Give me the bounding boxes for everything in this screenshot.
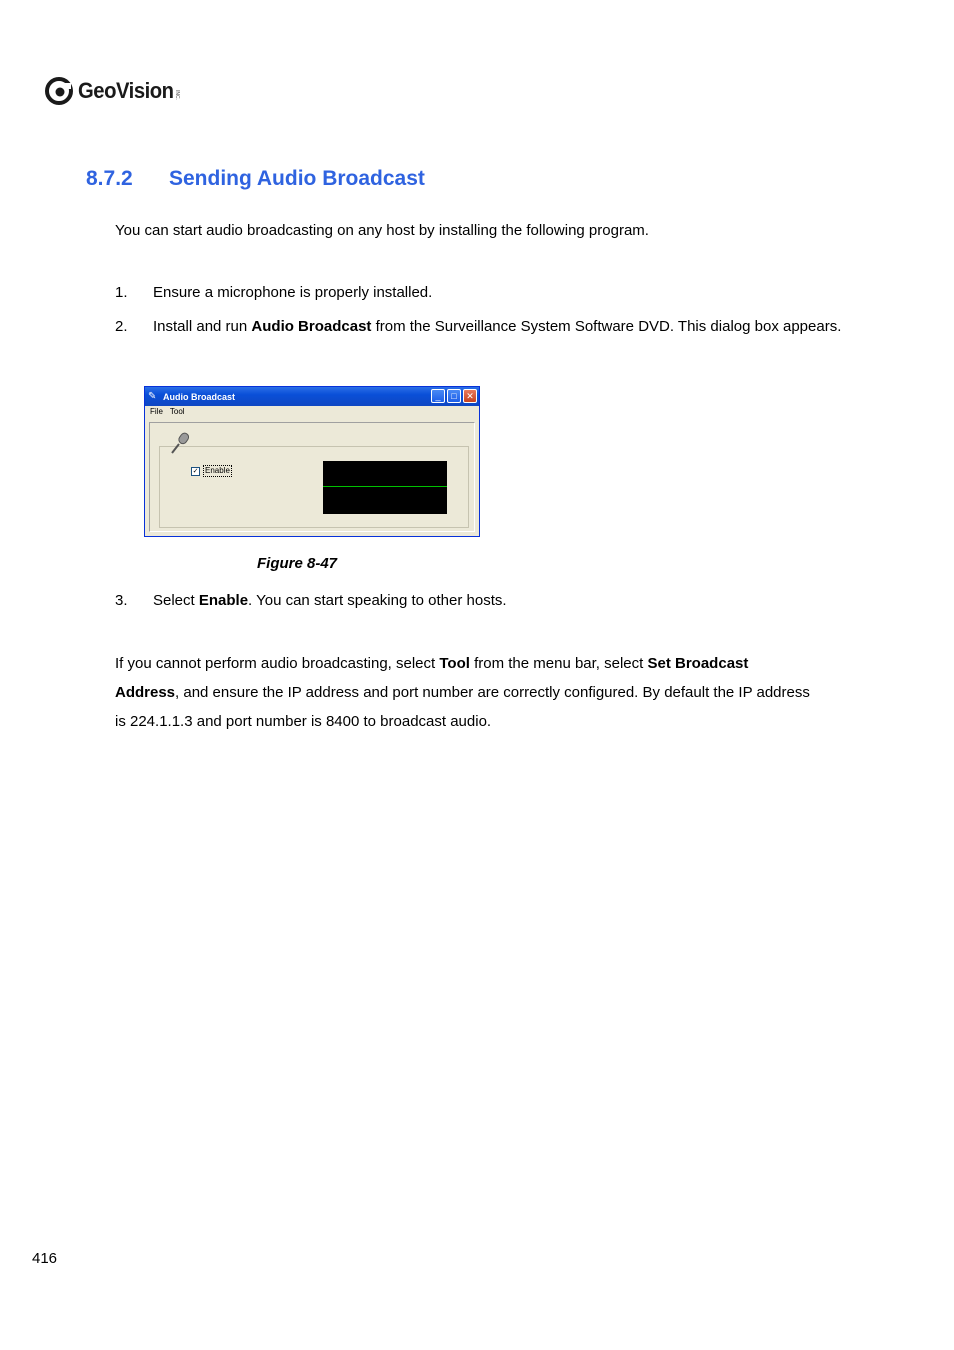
audio-waveform-line — [323, 486, 447, 487]
close-button[interactable]: ✕ — [463, 389, 477, 403]
step-number: 1. — [115, 284, 128, 301]
section-number: 8.7.2 — [86, 167, 133, 190]
microphone-icon — [168, 431, 192, 455]
logo-text: GeoVision — [78, 78, 174, 103]
closing-bold-tool: Tool — [439, 655, 470, 672]
step-number: 2. — [115, 318, 128, 335]
logo-tm: INC. — [173, 90, 180, 100]
step-text-bold: Audio Broadcast — [251, 318, 372, 335]
closing-text: from the menu bar, select — [469, 655, 648, 672]
figure-caption: Figure 8-47 — [257, 555, 338, 572]
closing-paragraph — [115, 649, 815, 736]
section-heading — [86, 167, 425, 191]
closing-text: If you cannot perform audio broadcasting, select — [115, 655, 440, 672]
step-text-pre: Select — [153, 592, 199, 609]
enable-checkbox-row[interactable] — [191, 465, 232, 477]
step-text — [153, 312, 843, 341]
dialog-titlebar[interactable] — [145, 387, 479, 406]
step-text-bold: Enable — [198, 592, 249, 609]
step-number: 3. — [115, 592, 128, 609]
audio-level-display — [323, 461, 447, 514]
menu-tool[interactable]: Tool — [169, 407, 185, 416]
menu-file[interactable]: File — [150, 407, 163, 416]
geovision-logo-mark-icon — [45, 77, 73, 105]
step-text-post: . You can start speaking to other hosts. — [248, 592, 507, 609]
section-title: Sending Audio Broadcast — [169, 167, 425, 190]
enable-checkbox-label[interactable]: Enable — [205, 466, 230, 475]
step-text: Ensure a microphone is properly installed. — [153, 284, 433, 301]
audio-broadcast-dialog — [144, 386, 480, 537]
minimize-button[interactable]: _ — [431, 389, 445, 403]
closing-text: , and ensure the IP address and port number are correctly configured. By default the IP address is 224.1.1.3 and port number is 8400 to broadcast audio. — [115, 684, 810, 730]
intro-paragraph: You can start audio broadcasting on any host by installing the following program. — [115, 222, 649, 239]
step-text-pre: Install and run — [153, 318, 252, 335]
microphone-icon: ✎ — [148, 391, 157, 402]
enable-checkbox[interactable]: ✓ — [192, 467, 199, 475]
step-text-post: from the Surveillance System Software DVD. This dialog box appears. — [371, 318, 842, 335]
step-text — [153, 586, 843, 615]
closing-bold-set-broadcast-address: Set Broadcast Address — [115, 655, 749, 701]
geovision-logo — [45, 74, 180, 108]
dialog-title: Audio Broadcast — [163, 391, 236, 402]
maximize-button[interactable]: □ — [447, 389, 461, 403]
page-number: 416 — [32, 1250, 58, 1267]
menu-bar — [145, 406, 479, 418]
